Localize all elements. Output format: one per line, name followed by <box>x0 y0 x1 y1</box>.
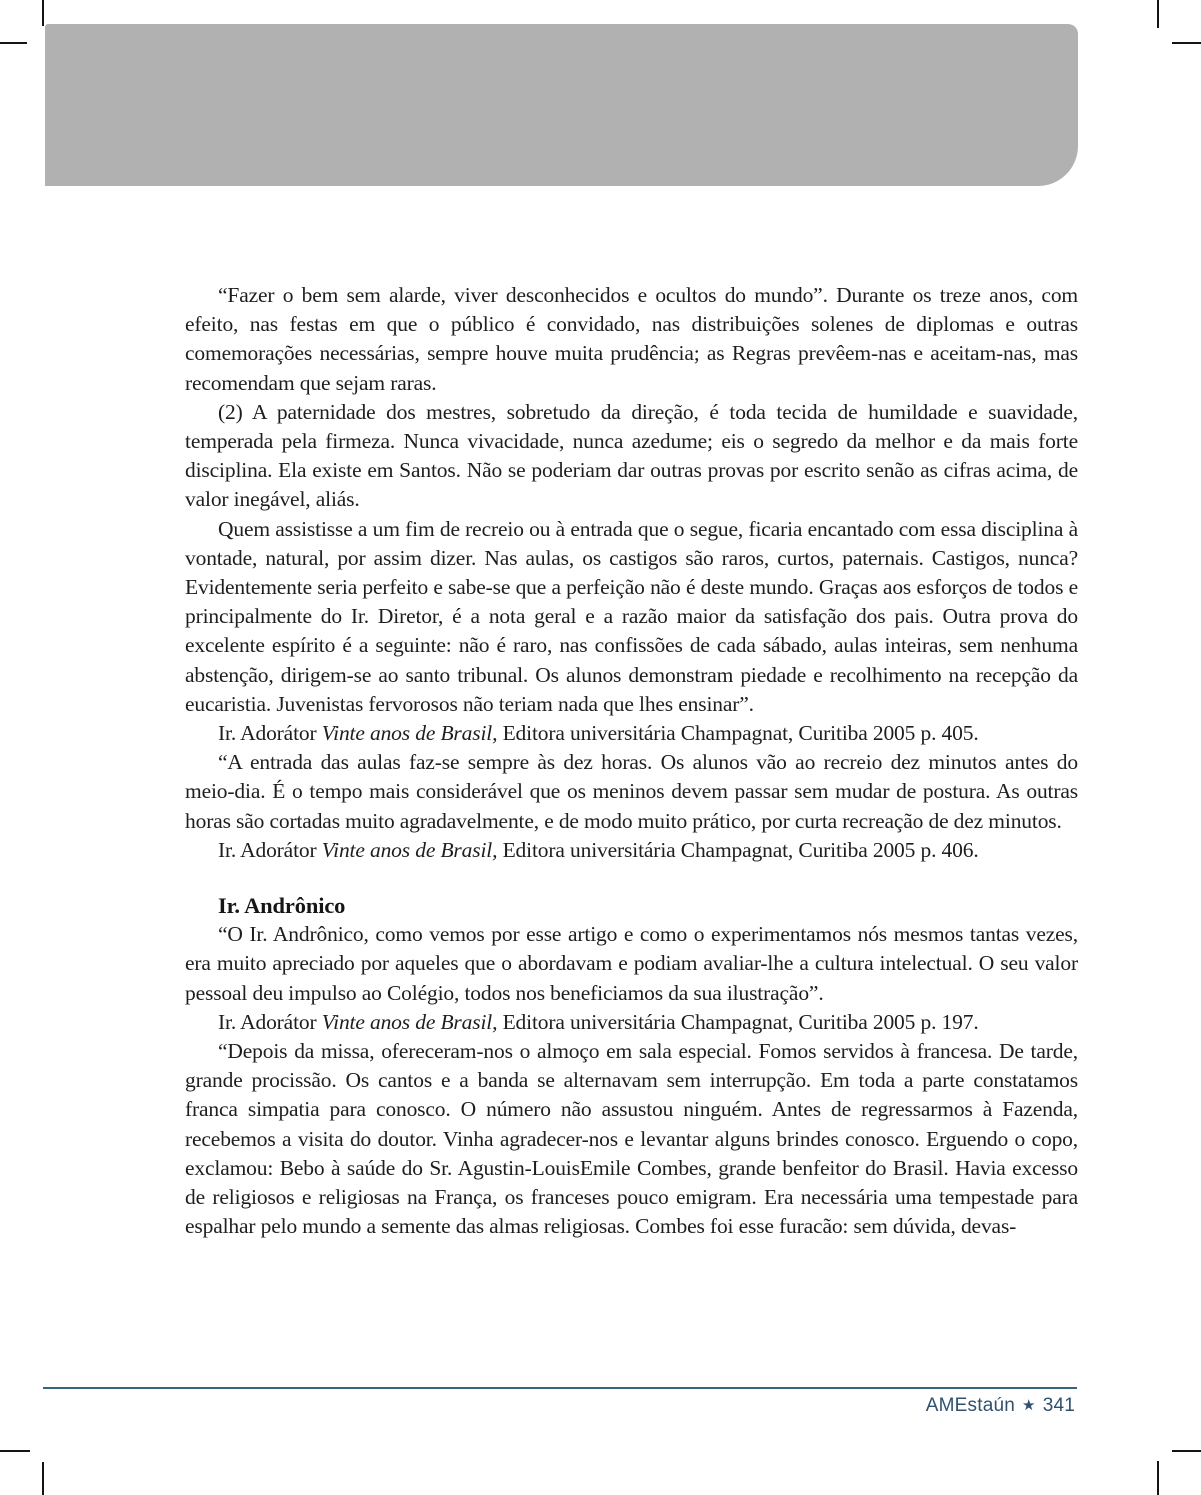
citation-line <box>185 836 1078 865</box>
footer-imprint: AMEstaún <box>925 1395 1016 1416</box>
citation-line <box>185 1008 1078 1037</box>
citation-publisher: Editora universitária Champagnat, Curitiba 2005 p. 405. <box>497 721 979 746</box>
paragraph: (2) A paternidade dos mestres, sobretudo da direção, é toda tecida de humildade e suavidade, temperada pela firmeza. Nunca vivacidade, nunca azedume; eis o segredo da melhor e da mais forte disciplina. Ela existe em Santos. Não se poderiam dar outras provas por escrito senão as cifras acima, de valor inegável, aliás. <box>185 399 1078 512</box>
paragraph: “A entrada das aulas faz-se sempre às dez horas. Os alunos vão ao recreio dez minutos antes do meio-dia. É o tempo mais considerável que os meninos devem passar sem mudar de postura. As outras horas são cortadas muito agradavelmente, e de modo muito prático, por curta recreação de dez minutos. <box>185 750 1078 833</box>
citation-author: Ir. Adorátor <box>218 721 322 746</box>
crop-mark-top-left-horizontal <box>0 42 27 44</box>
citation-book-title: Vinte anos de Brasil, <box>321 837 498 862</box>
header-banner-block <box>45 24 1078 186</box>
crop-mark-top-right-vertical <box>1157 0 1159 28</box>
body-text-column <box>185 281 1078 1373</box>
citation-book-title: Vinte anos de Brasil, <box>321 721 498 746</box>
crop-mark-bottom-right-horizontal <box>1172 1450 1201 1452</box>
crop-mark-bottom-right-vertical <box>1157 1461 1159 1495</box>
citation-publisher: Editora universitária Champagnat, Curitiba 2005 p. 197. <box>497 1009 979 1034</box>
citation-author: Ir. Adorátor <box>218 1009 322 1034</box>
citation-line <box>185 719 1078 748</box>
crop-mark-bottom-left-vertical <box>42 1462 44 1495</box>
footer <box>43 1395 1075 1417</box>
paragraph: “Fazer o bem sem alarde, viver desconhecidos e ocultos do mundo”. Durante os treze anos, com efeito, nas festas em que o público é convidado, nas distribuições solenes de diplomas e outras comemorações necessárias, sempre houve muita prudência; as Regras prevêem-nas e aceitam-nas, mas recomendam que sejam raras. <box>185 283 1078 395</box>
crop-mark-top-right-horizontal <box>1172 42 1201 44</box>
citation-author: Ir. Adorátor <box>218 837 322 862</box>
citation-publisher: Editora universitária Champagnat, Curitiba 2005 p. 406. <box>497 837 979 862</box>
paragraph: “Depois da missa, ofereceram-nos o almoço em sala especial. Fomos servidos à francesa. De tarde, grande procissão. Os cantos e a banda se alternavam sem interrupção. Em toda a parte constatamos franca simpatia para conosco. O número não assustou ninguém. Antes de regressarmos à Fazenda, recebemos a visita do doutor. Vinha agradecer-nos e levantar alguns brindes conosco. Erguendo o copo, exclamou: Bebo à saúde do Sr. Agustin-LouisEmile Combes, grande benfeitor do Brasil. Havia excesso de religiosos e religiosas na França, os franceses pouco emigram. Era necessária uma tempestade para espalhar pelo mundo a semente das almas religiosas. Combes foi esse furacão: sem dúvida, devas- <box>185 1039 1078 1239</box>
footer-rule <box>43 1387 1077 1389</box>
crop-mark-top-left-vertical <box>42 0 44 26</box>
crop-mark-bottom-left-horizontal <box>0 1450 30 1452</box>
paragraph: Quem assistisse a um fim de recreio ou à entrada que o segue, ficaria encantado com essa disciplina à vontade, natural, por assim dizer. Nas aulas, os castigos são raros, curtos, paternais. Castigos, nunca? Evidentemente seria perfeito e sabe-se que a perfeição não é deste mundo. Graças aos esforços de todos e principalmente do Ir. Diretor, é a nota geral e a razão maior da satisfação dos pais. Outra prova do excelente espírito é a seguinte: não é raro, nas confissões de cada sábado, aulas inteiras, sem nenhuma abstenção, dirigem-se ao santo tribunal. Os alunos demonstram piedade e recolhimento na recepção da eucaristia. Juvenistas fervorosos não teriam nada que lhes ensinar”. <box>185 516 1078 716</box>
section-heading: Ir. Andrônico <box>218 893 346 919</box>
star-icon: ★ <box>1022 1397 1036 1414</box>
paragraph: “O Ir. Andrônico, como vemos por esse artigo e como o experimentamos nós mesmos tantas vezes, era muito apreciado por aqueles que o abordavam e podiam avaliar-lhe a cultura intelectual. O seu valor pessoal deu impulso ao Colégio, todos nos beneficiamos da sua ilustração”. <box>185 922 1078 1005</box>
citation-book-title: Vinte anos de Brasil, <box>321 1009 498 1034</box>
page-number: 341 <box>1042 1395 1075 1416</box>
